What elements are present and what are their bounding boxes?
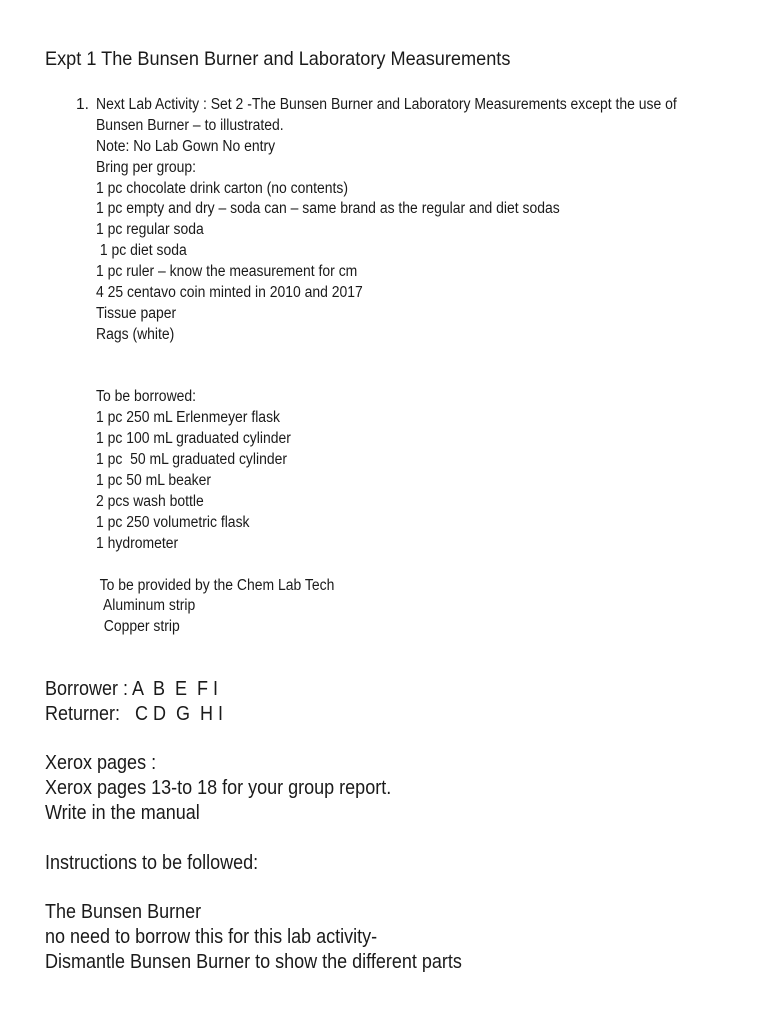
borrowed-item: 1 hydrometer [96,534,179,552]
bring-item: Rags (white) [96,325,175,343]
borrower-line: Borrower : A B E F I [45,678,219,700]
footer-notes [45,677,462,975]
no-need-line: no need to borrow this for this lab activity- [45,925,378,948]
bunsen-heading: The Bunsen Burner [45,901,202,924]
spacer [45,826,462,851]
bring-item: 1 pc regular soda [96,221,204,239]
instructions-line: Instructions to be followed: [45,851,259,874]
provided-item: Aluminum strip [96,597,196,615]
borrowed-item: 1 pc 50 mL beaker [96,472,212,490]
bring-item: 1 pc empty and dry – soda can – same brand as the regular and diet sodas [96,200,560,218]
activity-line-2: Bunsen Burner – to illustrated. [96,116,284,134]
bring-heading: Bring per group: [96,158,197,176]
bring-item: 1 pc diet soda [96,242,187,260]
provided-item: Copper strip [96,618,180,636]
bring-item: 4 25 centavo coin minted in 2010 and 2017 [96,284,363,302]
spacer [96,346,672,388]
borrowed-heading: To be borrowed: [96,388,197,406]
list-number: 1. [76,96,89,113]
bring-item: 1 pc ruler – know the measurement for cm [96,263,358,281]
bring-item: 1 pc chocolate drink carton (no contents) [96,179,349,197]
dismantle-line: Dismantle Bunsen Burner to show the different parts [45,950,462,973]
xerox-heading: Xerox pages : [45,752,157,775]
borrowed-item: 1 pc 100 mL graduated cylinder [96,430,291,448]
note-line: Note: No Lab Gown No entry [96,137,276,155]
borrowed-item: 2 pcs wash bottle [96,492,204,510]
spacer [45,875,462,900]
borrowed-item: 1 pc 50 mL graduated cylinder [96,451,288,469]
spacer [45,727,462,752]
borrowed-item: 1 pc 250 volumetric flask [96,513,250,531]
bring-item: Tissue paper [96,304,177,322]
list-item-body [96,95,677,638]
write-manual-line: Write in the manual [45,801,200,824]
spacer [96,555,672,576]
returner-line: Returner: C D G H I [45,702,224,725]
borrowed-item: 1 pc 250 mL Erlenmeyer flask [96,409,281,427]
provided-heading: To be provided by the Chem Lab Tech [96,576,335,594]
xerox-pages-line: Xerox pages 13-to 18 for your group report. [45,777,392,800]
document-title: Expt 1 The Bunsen Burner and Laboratory Measurements [45,48,511,70]
activity-line-1: Next Lab Activity : Set 2 -The Bunsen Burner and Laboratory Measurements except the use of [96,96,677,113]
